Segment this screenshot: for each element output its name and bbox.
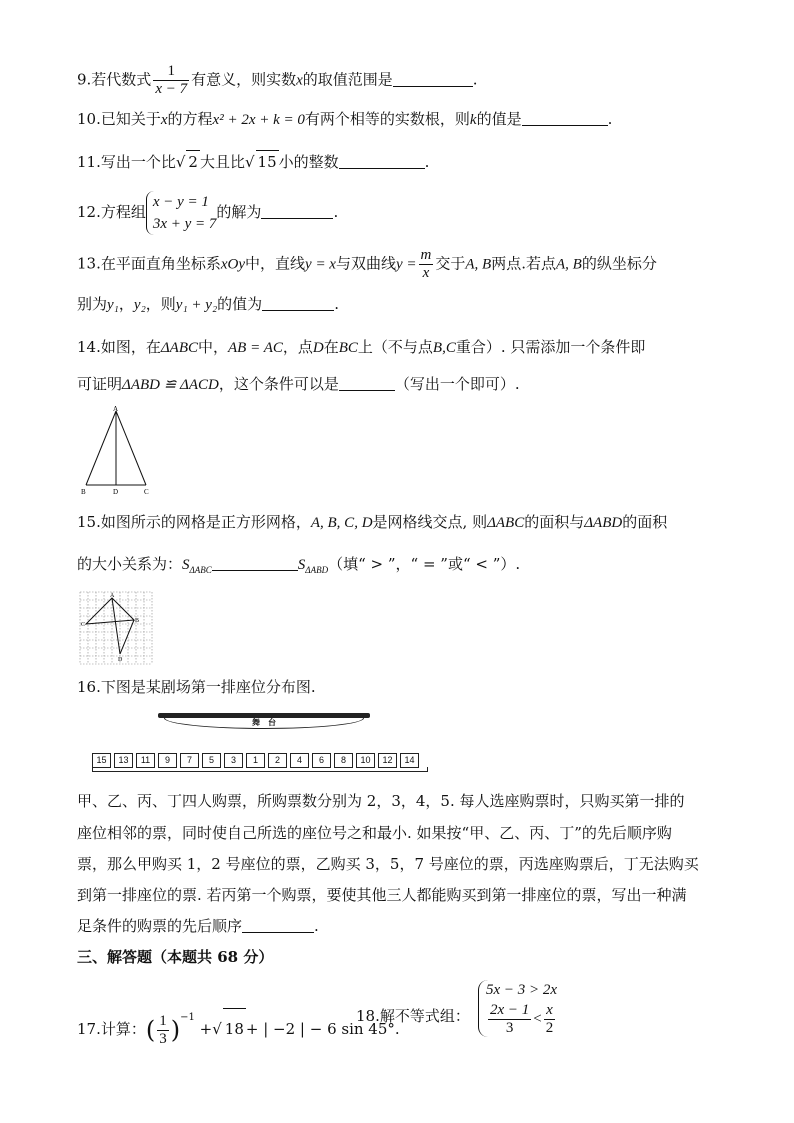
q12-eq-1: x − y = 1	[152, 194, 209, 210]
section-3-heading: 三、解答题（本题共 68 分）	[77, 948, 274, 966]
question-16-title: 16.下图是某剧场第一排座位分布图.	[77, 678, 316, 696]
q12-period: .	[333, 203, 339, 221]
q14-congruence: ΔABD ≌ ΔACD	[122, 377, 219, 393]
q13-y2: y₂	[133, 297, 146, 313]
q10-text: 10.已知关于	[77, 110, 161, 128]
q12-answer-blank[interactable]	[261, 202, 333, 219]
q16-paragraph-3: 票，那么甲购买 1，2 号座位的票，乙购买 3，5，7 号座位的票，丙选座购票后，丁无法购买	[77, 855, 699, 873]
q13-text-8: ，则	[145, 295, 176, 313]
q15-text-2: 是网格线交点, 则	[372, 513, 488, 531]
seat: 8	[334, 753, 353, 768]
q15-s-abd-sub: ΔABD	[305, 565, 329, 575]
question-15-line-2	[77, 553, 520, 581]
q9-denominator: x − 7	[155, 81, 188, 97]
q15-text-5: 的大小关系为：	[77, 555, 183, 573]
question-15-line-1	[77, 511, 667, 534]
q14-text-8: ，这个条件可以是	[218, 375, 339, 393]
q13-xoy: xOy	[220, 256, 246, 273]
q14-text-6: 重合）. 只需添加一个条件即	[455, 338, 646, 356]
q15-text: 15.如图所示的网格是正方形网格，	[77, 513, 311, 531]
q18-num-right: x	[544, 1002, 556, 1020]
q14-answer-blank[interactable]	[339, 374, 395, 391]
q16-seat-row	[92, 749, 428, 772]
q12-eq-2: 3x + y = 7	[152, 216, 217, 232]
q14-text-9: （写出一个即可）.	[394, 375, 520, 393]
q11-root-15: 15	[256, 150, 279, 173]
q14-label-b: B	[81, 488, 86, 496]
q17-fraction	[157, 1013, 169, 1048]
q14-triangle: ΔABC	[160, 340, 198, 356]
q18-less-than: <	[533, 1011, 542, 1027]
q16-paragraph-1: 甲、乙、丙、丁四人购票，所购票数分别为 2，3，4，5. 每人选座购票时，只购买第一排的	[77, 792, 685, 810]
q18-num-left: 2x − 1	[490, 1002, 530, 1018]
question-12	[77, 190, 338, 235]
q17-plus: +	[199, 1020, 213, 1038]
q9-answer-blank[interactable]	[393, 70, 473, 87]
q14-equal-sides: AB = AC	[228, 340, 283, 356]
q10-var-x: x	[160, 112, 168, 128]
q9-fraction	[153, 63, 189, 98]
seat: 5	[202, 753, 221, 768]
q14-points-bc: B,C	[432, 340, 456, 356]
q16-period: .	[314, 917, 319, 935]
q18-den-right: 2	[545, 1020, 554, 1036]
seat: 3	[224, 753, 243, 768]
q9-text: 9.若代数式	[77, 70, 152, 89]
q15-s-abd: S	[297, 557, 306, 573]
seat: 13	[114, 753, 133, 768]
q13-sep: ，	[118, 295, 134, 313]
q14-triangle-figure	[78, 405, 158, 497]
q13-sum: y₁ + y₂	[175, 297, 218, 313]
q17-exponent: −1	[180, 1012, 195, 1023]
q18-den-left: 3	[505, 1020, 514, 1036]
question-14-line-2	[77, 373, 520, 396]
q14-label-d: D	[113, 488, 119, 496]
q15-s-abc: S	[182, 557, 190, 573]
seat: 2	[268, 753, 287, 768]
question-14-line-1	[77, 336, 645, 359]
q9-var: x	[296, 72, 303, 89]
q13-answer-blank[interactable]	[262, 294, 334, 311]
q17-denominator: 3	[159, 1030, 167, 1047]
q13-text-5: 两点.若点	[491, 254, 556, 273]
question-18	[356, 1005, 470, 1027]
q15-label-d: D	[118, 657, 123, 663]
q13-points: A, B	[465, 256, 492, 273]
q12-system	[146, 191, 217, 235]
q13-numerator: m	[420, 247, 432, 263]
q10-text-4: 的值是	[476, 110, 522, 128]
q18-ineq-2	[486, 1002, 557, 1037]
q14-text-2: 中，	[198, 338, 229, 356]
q15-text-3: 的面积与	[524, 513, 585, 531]
q9-text-3: 的取值范围是	[302, 70, 393, 89]
q17-text: 17.计算：	[77, 1020, 146, 1038]
q14-label-c: C	[144, 488, 149, 496]
seat: 4	[290, 753, 309, 768]
q11-period: .	[424, 153, 430, 171]
question-11: 11.写出一个比√ 2 大且比√ 15 小的整数 .	[77, 150, 429, 173]
q15-s-abc-sub: ΔABC	[189, 565, 212, 575]
q15-text-4: 的面积	[622, 513, 668, 531]
q15-text-6: （填“ > ”，“ = ”或“ < ”）.	[328, 555, 521, 573]
seat: 11	[136, 753, 155, 768]
q11-text-3: 小的整数	[278, 153, 339, 171]
question-9	[77, 63, 478, 98]
q13-text-4: 交于	[435, 254, 466, 273]
q13-text: 13.在平面直角坐标系	[77, 254, 221, 273]
question-13-line-1	[77, 247, 657, 282]
q11-text: 11.写出一个比	[77, 153, 176, 171]
q17-paren-close: )	[170, 1016, 181, 1044]
q13-text-6: 的纵坐标分	[581, 254, 657, 273]
q14-segment-bc: BC	[338, 340, 358, 356]
q13-line-eq: y = x	[305, 256, 336, 273]
q9-numerator: 1	[153, 63, 189, 81]
q10-text-3: 有两个相等的实数根，则	[304, 110, 470, 128]
q12-text-2: 的解为	[216, 203, 262, 221]
q15-label-c: C	[81, 622, 86, 628]
q15-tri-abd: ΔABD	[584, 515, 623, 531]
q17-paren-open: (	[145, 1016, 156, 1044]
seat: 14	[400, 753, 419, 768]
q16-answer-blank[interactable]	[242, 916, 314, 933]
q18-ineq-1: 5x − 3 > 2x	[486, 982, 558, 998]
q13-points-2: A, B	[555, 256, 582, 273]
q16-text-5: 足条件的购票的先后顺序	[77, 917, 243, 935]
q13-period: .	[334, 295, 339, 313]
q16-paragraph-5	[77, 915, 319, 937]
seat: 7	[180, 753, 199, 768]
q13-fraction	[419, 247, 434, 282]
q15-label-b: B	[135, 618, 140, 624]
q15-tri-abc: ΔABC	[487, 515, 525, 531]
q13-text-2: 中，直线	[245, 254, 306, 273]
q13-text-3: 与双曲线	[335, 254, 396, 273]
q17-rest: + | −2 | − 6 sin 45°.	[245, 1020, 400, 1038]
q14-text: 14.如图，在	[77, 338, 161, 356]
seat: 15	[92, 753, 111, 768]
q15-grid-figure	[78, 590, 154, 666]
q15-answer-blank[interactable]	[212, 554, 298, 571]
seat: 10	[356, 753, 375, 768]
q16-paragraph-2: 座位相邻的票，同时使自己所选的座位号之和最小. 如果按“甲、乙、丙、丁”的先后顺序购	[77, 824, 672, 842]
question-17: 17.计算：( $\frac{1}{3}$ )$^{-1}$ +√ 18 + | −2 | − 6 sin 45°.	[77, 998, 400, 1050]
q18-frac-left	[488, 1002, 531, 1037]
q16-paragraph-4: 到第一排座位的票. 若丙第一个购票，要使其他三人都能购买到第一排座位的票，写出一种满	[77, 886, 687, 904]
q13-hyperbola-lhs: y =	[395, 256, 417, 273]
q13-denominator: x	[422, 265, 430, 281]
q10-period: .	[607, 110, 613, 128]
q10-answer-blank[interactable]	[522, 109, 608, 126]
seat: 1	[246, 753, 265, 768]
q10-equation: x² + 2x + k = 0	[212, 112, 305, 128]
q14-point-d: D	[312, 340, 324, 356]
q11-answer-blank[interactable]	[339, 152, 425, 169]
q13-y1: y₁	[107, 297, 119, 313]
q14-label-a: A	[113, 405, 119, 413]
q14-text-7: 可证明	[77, 375, 123, 393]
q17-numerator: 1	[159, 1012, 167, 1029]
question-13-line-2	[77, 293, 339, 316]
q9-text-2: 有意义，则实数	[191, 70, 297, 89]
q11-root-2: 2	[186, 150, 200, 173]
q14-text-3: ，点	[282, 338, 313, 356]
q18-frac-right	[544, 1002, 556, 1037]
q13-text-7: 别为	[77, 295, 108, 313]
q14-text-5: 上（不与点	[357, 338, 433, 356]
q15-points: A, B, C, D	[310, 515, 373, 531]
q12-text: 12.方程组	[77, 203, 146, 221]
q17-root-18: 18	[223, 1008, 246, 1049]
seat: 9	[158, 753, 177, 768]
q18-system	[478, 980, 557, 1037]
q16-stage	[158, 713, 370, 729]
q10-var-k: k	[469, 112, 477, 128]
q11-text-2: 大且比	[199, 153, 245, 171]
q14-text-4: 在	[323, 338, 339, 356]
seat: 6	[312, 753, 331, 768]
question-10	[77, 108, 612, 131]
q15-label-a: A	[110, 593, 115, 599]
q13-text-9: 的值为	[217, 295, 263, 313]
q9-period: .	[472, 70, 478, 89]
q18-text: 18.解不等式组：	[356, 1007, 470, 1025]
seat: 12	[378, 753, 397, 768]
q10-text-2: 的方程	[167, 110, 213, 128]
q16-stage-label: 舞 台	[164, 718, 364, 729]
